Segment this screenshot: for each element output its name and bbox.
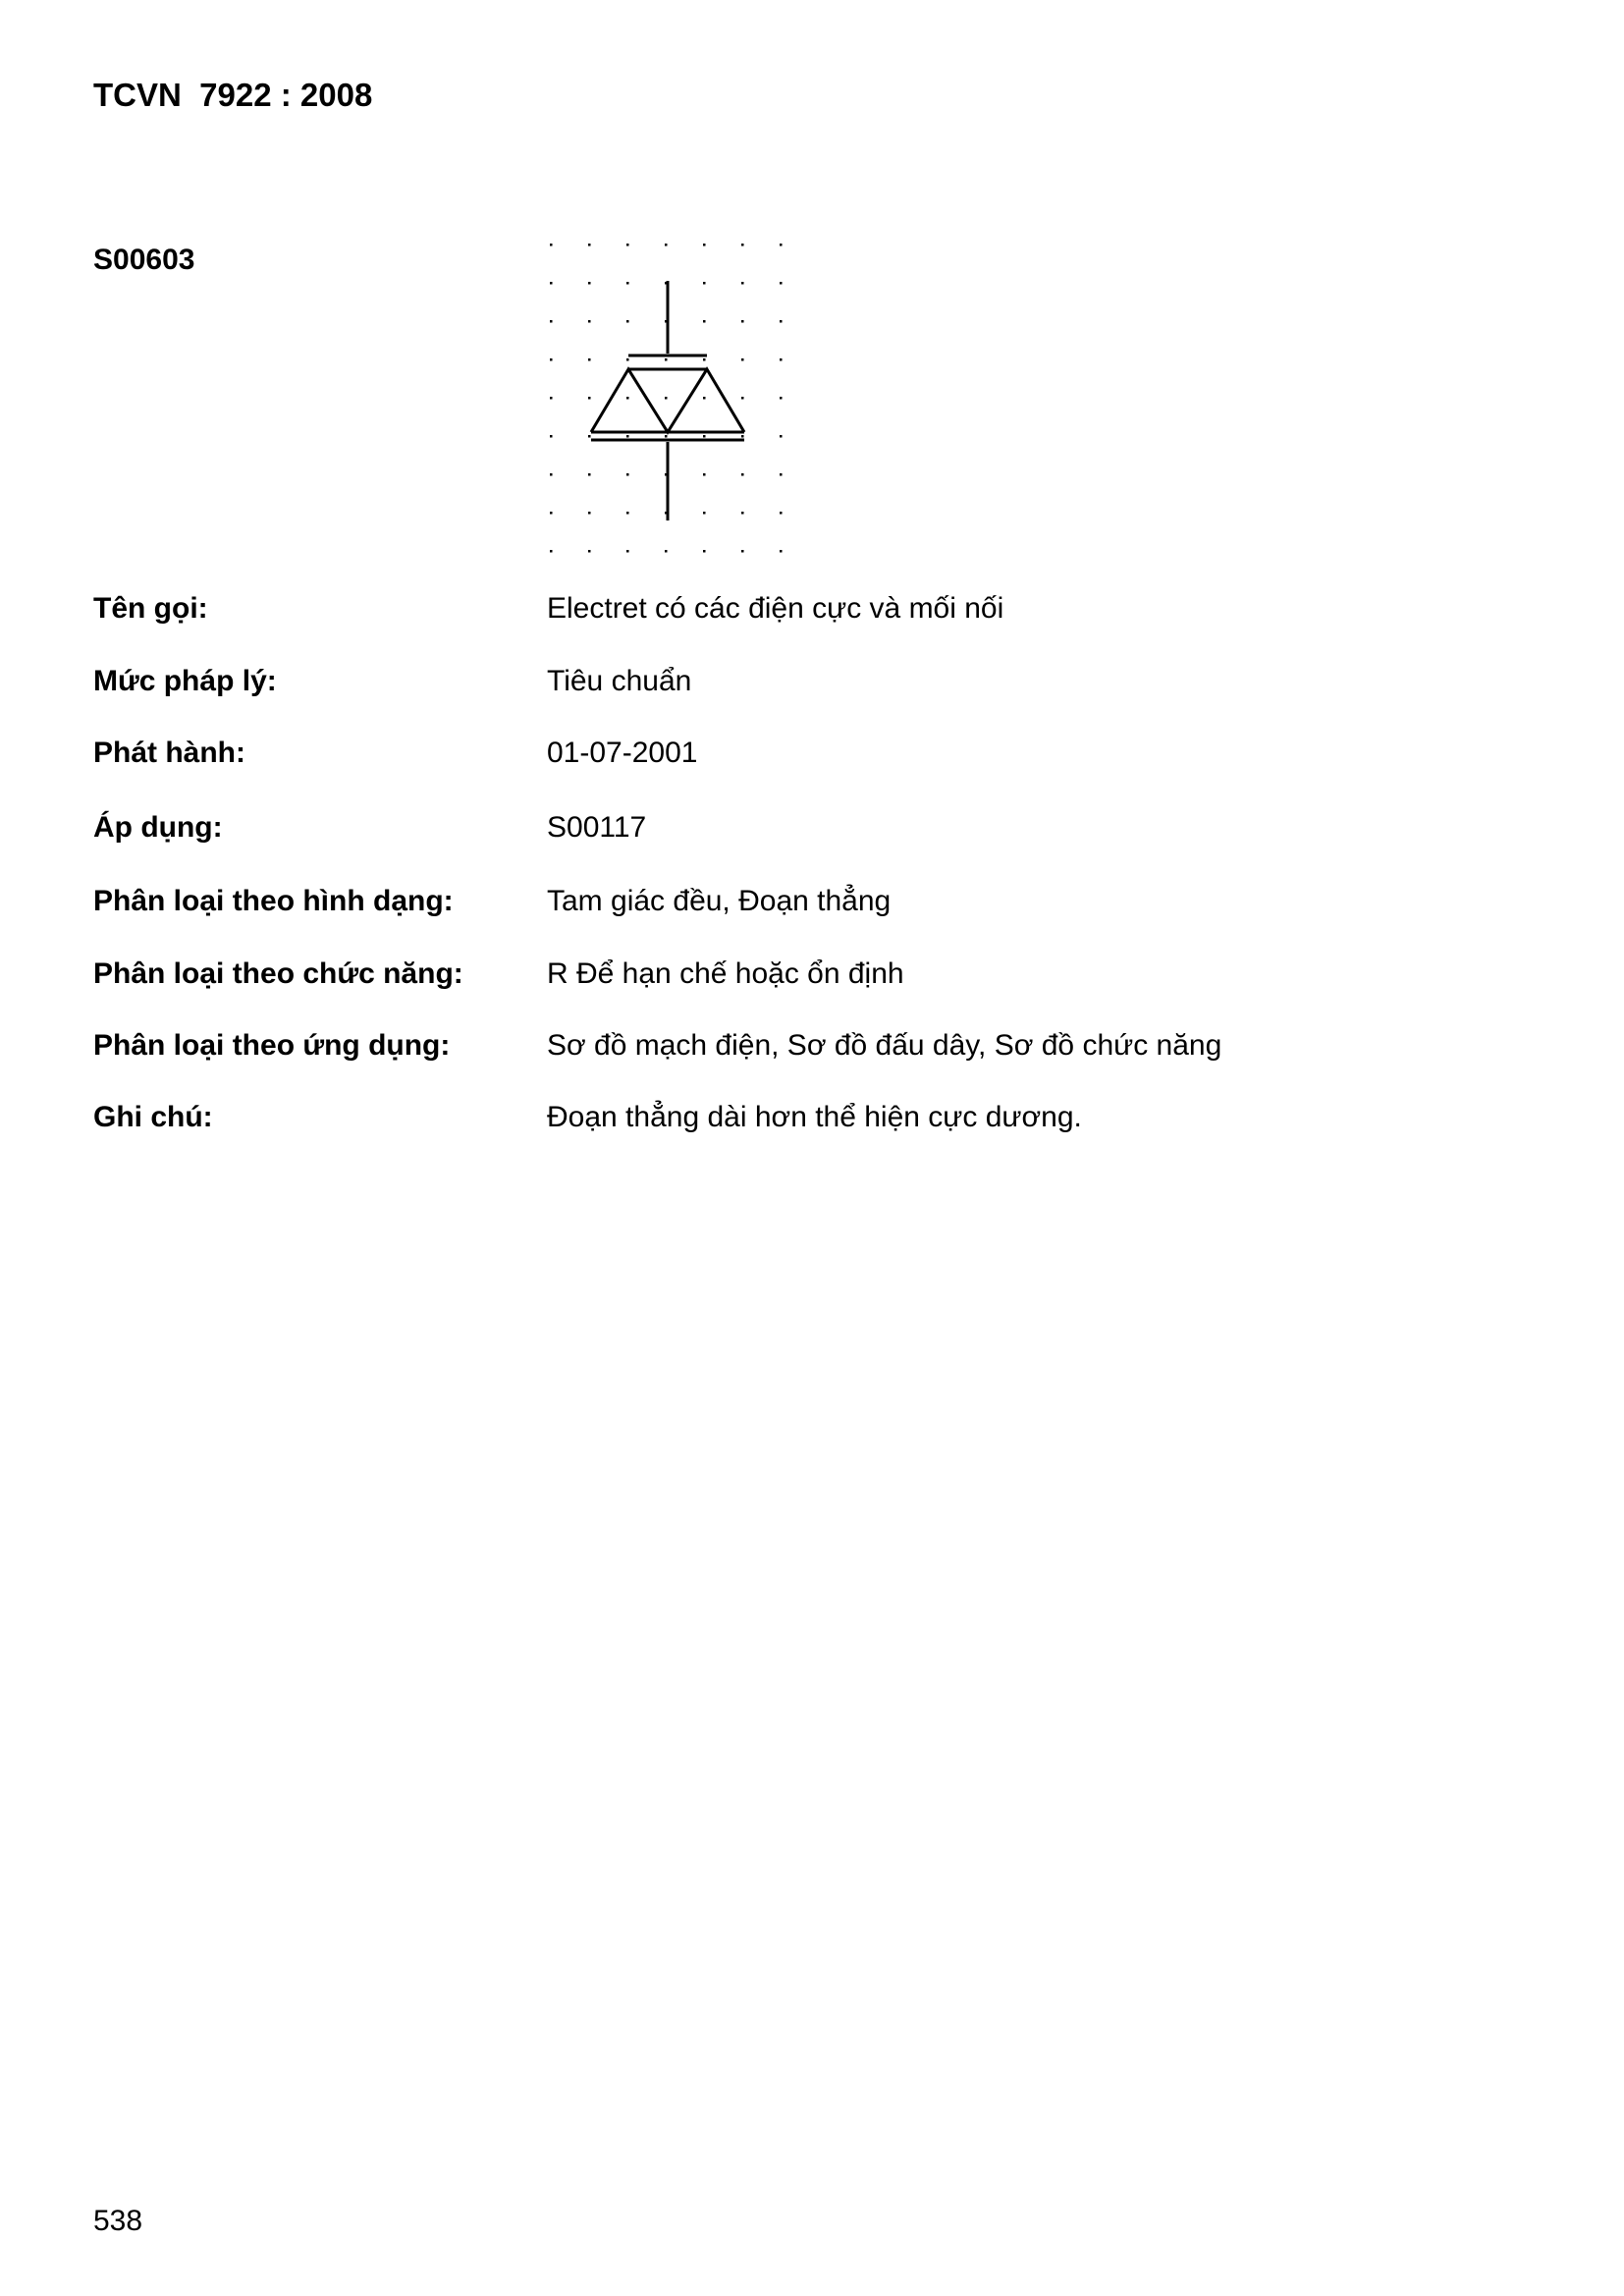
grid-dot [741, 435, 744, 438]
grid-dot [550, 512, 553, 515]
grid-dot [703, 550, 706, 553]
attribute-label: Phân loại theo chức năng: [93, 957, 463, 990]
grid-dot [550, 282, 553, 285]
attribute-row [93, 591, 1468, 634]
symbol-dot-grid [550, 244, 783, 553]
grid-dot [550, 358, 553, 361]
triangles-outline [591, 369, 744, 432]
grid-dot [665, 397, 668, 400]
grid-dot [626, 473, 629, 476]
grid-dot [626, 512, 629, 515]
grid-dot [626, 320, 629, 323]
grid-dot [588, 550, 591, 553]
grid-dot [550, 244, 553, 246]
grid-dot [780, 550, 783, 553]
document-header: TCVN 7922 : 2008 [93, 77, 373, 113]
attribute-row [93, 884, 1468, 927]
grid-dot [780, 473, 783, 476]
attribute-label: Phân loại theo ứng dụng: [93, 1029, 451, 1062]
grid-dot [550, 397, 553, 400]
grid-dot [741, 282, 744, 285]
grid-dot [550, 473, 553, 476]
grid-dot [741, 550, 744, 553]
attribute-row [93, 957, 1468, 1000]
grid-dot [703, 397, 706, 400]
attribute-label: Phát hành: [93, 737, 245, 769]
attribute-value: S00117 [547, 811, 647, 844]
attribute-row [93, 1100, 1468, 1143]
grid-dot [703, 244, 706, 246]
grid-dot [665, 358, 668, 361]
attribute-row [93, 1028, 1468, 1071]
grid-dot [588, 358, 591, 361]
grid-dot [741, 397, 744, 400]
grid-dot [626, 282, 629, 285]
grid-dot [588, 473, 591, 476]
grid-dot [741, 320, 744, 323]
grid-dot [588, 320, 591, 323]
grid-dot [626, 435, 629, 438]
grid-dot [626, 244, 629, 246]
grid-dot [741, 358, 744, 361]
grid-dot [780, 435, 783, 438]
attribute-label: Ghi chú: [93, 1101, 213, 1133]
attribute-row [93, 810, 1468, 853]
grid-dot [741, 512, 744, 515]
grid-dot [703, 512, 706, 515]
grid-dot [665, 435, 668, 438]
grid-dot [703, 320, 706, 323]
attribute-value: R Để hạn chế hoặc ổn định [547, 957, 904, 990]
attribute-label: Phân loại theo hình dạng: [93, 885, 454, 917]
grid-dot [703, 473, 706, 476]
symbol-drawing [591, 281, 744, 520]
attribute-value: Tiêu chuẩn [547, 665, 692, 697]
grid-dot [626, 550, 629, 553]
grid-dot [588, 282, 591, 285]
page-number: 538 [93, 2205, 143, 2237]
attribute-label: Áp dụng: [93, 811, 223, 844]
symbol-id: S00603 [93, 244, 195, 276]
attribute-label: Mức pháp lý: [93, 665, 277, 697]
grid-dot [780, 512, 783, 515]
grid-dot [780, 320, 783, 323]
grid-dot [703, 358, 706, 361]
grid-dot [741, 473, 744, 476]
grid-dot [741, 244, 744, 246]
grid-dot [626, 358, 629, 361]
grid-dot [588, 435, 591, 438]
grid-dot [550, 320, 553, 323]
grid-dot [703, 435, 706, 438]
attribute-value: Sơ đồ mạch điện, Sơ đồ đấu dây, Sơ đồ chức năng [547, 1029, 1222, 1062]
attribute-label: Tên gọi: [93, 592, 208, 625]
attribute-value: 01-07-2001 [547, 737, 698, 769]
grid-dot [780, 397, 783, 400]
grid-dot [626, 397, 629, 400]
grid-dot [780, 358, 783, 361]
grid-dot [588, 512, 591, 515]
grid-dot [550, 550, 553, 553]
attribute-value: Electret có các điện cực và mối nối [547, 592, 1004, 625]
grid-dot [550, 435, 553, 438]
attribute-value: Tam giác đều, Đoạn thẳng [547, 885, 892, 917]
grid-dot [665, 244, 668, 246]
attribute-row [93, 736, 1468, 779]
grid-dot [703, 282, 706, 285]
grid-dot [588, 244, 591, 246]
grid-dot [780, 282, 783, 285]
grid-dot [588, 397, 591, 400]
attribute-row [93, 664, 1468, 707]
grid-dot [665, 550, 668, 553]
attribute-value: Đoạn thẳng dài hơn thể hiện cực dương. [547, 1101, 1082, 1133]
electret-with-electrodes-symbol-icon [542, 236, 797, 560]
grid-dot [780, 244, 783, 246]
